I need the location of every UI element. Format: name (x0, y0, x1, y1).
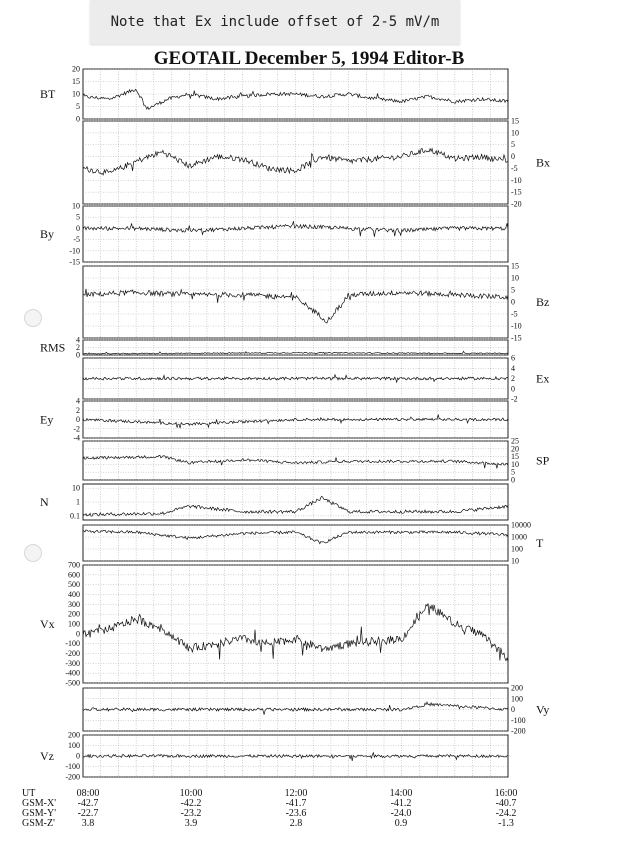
footer-value: -24.2 (495, 808, 517, 819)
footer-value: -24.0 (390, 808, 412, 819)
panel-ex (83, 354, 549, 404)
tick-label: 5 (76, 102, 80, 111)
panel-bt (40, 65, 508, 124)
tick-label: 0 (76, 114, 80, 124)
tick-label: -500 (65, 678, 80, 688)
tick-label: 0 (76, 415, 80, 424)
footer-value: 08:00 (76, 788, 100, 799)
footer-row-label: GSM-Y' (22, 808, 57, 819)
footer-value: 2.8 (289, 818, 303, 829)
footer-value: 16:00 (494, 788, 518, 799)
tick-label: 100 (68, 619, 80, 629)
footer-value: -23.2 (180, 808, 202, 819)
panel-bx (83, 117, 550, 209)
tick-label: 20 (511, 444, 519, 454)
footer-value: 3.8 (81, 818, 95, 829)
tick-label: 0 (511, 152, 515, 162)
tick-label: 10 (511, 273, 519, 283)
panel-vx (40, 561, 508, 688)
tick-label: 0 (511, 475, 515, 485)
tick-label: 4 (511, 363, 515, 373)
tick-label: -10 (511, 321, 522, 331)
footer-value: 0.9 (394, 818, 408, 829)
tick-label: 100 (511, 694, 523, 704)
panel-label: Vx (40, 617, 55, 631)
panel-label: By (40, 227, 55, 241)
tick-label: 0 (511, 705, 515, 714)
tick-label: 10 (72, 483, 80, 493)
tick-label: 10 (511, 556, 519, 566)
data-trace (83, 351, 508, 354)
tick-label: 0 (511, 384, 515, 394)
tick-label: 2 (76, 405, 80, 415)
tick-label: 5 (511, 285, 515, 295)
tick-label: 500 (68, 580, 80, 590)
panel-label: Bz (536, 295, 550, 309)
tick-label: -5 (511, 309, 518, 319)
footer-value: -41.2 (390, 798, 412, 809)
tick-label: 15 (511, 261, 519, 271)
tick-label: 4 (76, 335, 80, 345)
tick-label: -10 (69, 246, 80, 256)
tick-label: 5 (511, 467, 515, 477)
tick-label: -200 (65, 772, 80, 782)
tick-label: -200 (65, 649, 80, 658)
tick-label: 5 (76, 212, 80, 222)
tick-label: 5 (511, 140, 515, 150)
tick-label: 10 (511, 128, 519, 138)
panel-label: Vz (40, 749, 54, 763)
tick-label: 10 (72, 89, 80, 99)
tick-label: 0.1 (70, 511, 80, 521)
tick-label: 10 (511, 459, 519, 469)
tick-label: 600 (68, 570, 80, 580)
panel-vz (40, 731, 508, 782)
footer-value: 10:00 (179, 788, 203, 799)
footer-value: -40.7 (495, 798, 517, 809)
tick-label: 700 (68, 560, 80, 570)
tick-label: 1 (76, 497, 80, 507)
tick-label: 2 (76, 343, 80, 352)
footer-value: 3.9 (184, 818, 198, 829)
tick-label: 4 (76, 396, 80, 406)
panel-sp (83, 437, 550, 485)
tick-label: 2 (511, 374, 515, 383)
tick-label: 0 (76, 350, 80, 360)
tick-label: 15 (72, 77, 80, 86)
panel-ey (40, 397, 508, 443)
tick-label: -400 (65, 668, 80, 678)
tick-label: 0 (76, 751, 80, 761)
footer-value: -1.3 (498, 818, 514, 829)
tick-label: -2 (73, 424, 80, 434)
tick-label: 15 (511, 116, 519, 126)
offset-note: Note that Ex include offset of 2-5 mV/m (90, 0, 460, 44)
tick-label: -4 (73, 433, 80, 443)
tick-label: -100 (511, 715, 526, 725)
tick-label: 10000 (511, 520, 531, 530)
tick-label: -5 (511, 163, 518, 173)
panel-label: Bx (536, 155, 551, 170)
panel-label: RMS (40, 340, 66, 355)
data-trace (83, 753, 508, 761)
panel-n (40, 484, 508, 521)
tick-label: 200 (68, 730, 80, 740)
panel-by (40, 202, 508, 267)
panel-label: N (40, 495, 49, 509)
tick-label: 1000 (511, 532, 527, 542)
tick-label: -100 (65, 639, 80, 649)
panel-label: Ey (40, 412, 54, 427)
tick-label: 100 (511, 544, 523, 554)
tick-label: 200 (511, 683, 523, 693)
tick-label: -10 (511, 175, 522, 185)
tick-label: 300 (68, 599, 80, 609)
tick-label: 400 (68, 590, 80, 599)
footer-value: -42.2 (180, 798, 202, 809)
footer-value: 14:00 (389, 788, 413, 799)
tick-label: 6 (511, 353, 515, 363)
footer-row-label: GSM-X' (22, 798, 57, 809)
panel-label: BT (40, 87, 56, 101)
tick-label: 100 (68, 741, 80, 750)
panel-bz (83, 262, 549, 343)
tick-label: -200 (511, 726, 526, 736)
panel-label: SP (536, 453, 550, 468)
tick-label: 20 (72, 64, 80, 74)
footer-value: -42.7 (77, 798, 99, 809)
panel-vy (83, 684, 549, 736)
tick-label: 25 (511, 436, 519, 446)
panel-label: Vy (536, 702, 550, 717)
footer-row-label: GSM-Z' (22, 818, 55, 829)
footer-value: -41.7 (285, 798, 307, 809)
footer-value: 12:00 (284, 788, 308, 799)
panel-label: Ex (536, 371, 550, 386)
panel-t (83, 521, 544, 566)
tick-label: -15 (511, 333, 522, 343)
tick-label: 10 (72, 201, 80, 211)
panel-label: T (536, 536, 544, 550)
tick-label: -300 (65, 658, 80, 668)
tick-label: 15 (511, 452, 519, 462)
tick-label: 0 (511, 297, 515, 307)
tick-label: -2 (511, 394, 518, 404)
tick-label: 0 (76, 629, 80, 639)
footer-value: -22.7 (77, 808, 99, 819)
footer-row-label: UT (22, 788, 36, 799)
chart-title: GEOTAIL December 5, 1994 Editor-B (153, 48, 465, 69)
tick-label: 0 (76, 223, 80, 233)
tick-label: 200 (68, 609, 80, 619)
tick-label: -20 (511, 199, 522, 209)
footer-value: -23.6 (285, 808, 307, 819)
tick-label: -15 (511, 187, 522, 197)
tick-label: -100 (65, 762, 80, 771)
panel-rms (40, 336, 508, 360)
tick-label: -5 (73, 235, 80, 245)
tick-label: -15 (69, 257, 80, 267)
